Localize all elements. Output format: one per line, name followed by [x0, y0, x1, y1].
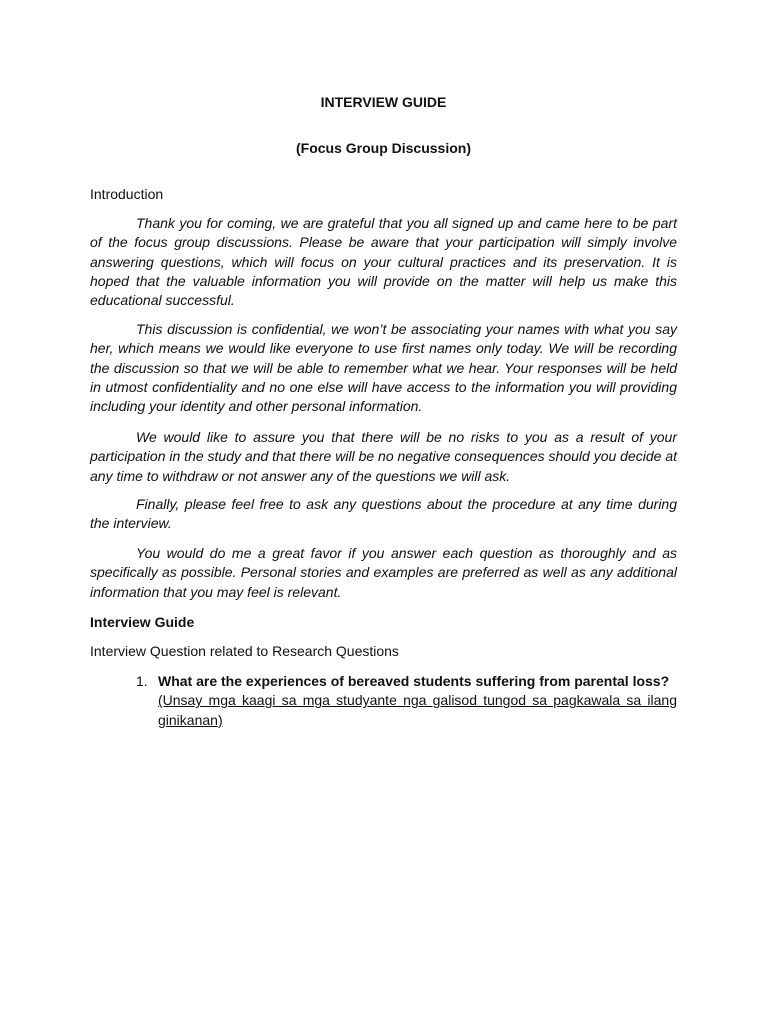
intro-paragraph-2: This discussion is confidential, we won’t be associating your names with what you say her, which means we would like everyone to use first names only today. We will be recording the discussion so that we will be able to remember what we hear. Your responses will be held in utmost confidentiality and no one else will have access to the information you will providing including your identity and other personal information.	[90, 321, 677, 415]
question-list	[136, 672, 677, 730]
interview-guide-heading: Interview Guide	[90, 614, 195, 630]
introduction-label: Introduction	[90, 186, 164, 202]
document-title: INTERVIEW GUIDE	[320, 94, 447, 110]
document-page	[90, 0, 677, 1024]
interview-guide-subheading: Interview Question related to Research Questions	[90, 643, 399, 659]
document-subtitle: (Focus Group Discussion)	[295, 140, 471, 156]
intro-paragraph-5: You would do me a great favor if you answer each question as thoroughly and as specifically as possible. Personal stories and examples are preferred as well as any additional information that you may feel is relevant.	[90, 545, 677, 600]
question-number: 1.	[136, 673, 148, 689]
intro-paragraph-4: Finally, please feel free to ask any questions about the procedure at any time during the interview.	[90, 496, 677, 532]
question-translation: (Unsay mga kaagi sa mga studyante nga galisod tungod sa pagkawala sa ilang ginikanan)	[158, 692, 677, 728]
question-item	[136, 672, 677, 730]
question-english: What are the experiences of bereaved students suffering from parental loss?	[158, 673, 670, 689]
intro-paragraph-3: We would like to assure you that there will be no risks to you as a result of your participation in the study and that there will be no negative consequences should you decide at any time to withdraw or not answer any of the questions we will ask.	[90, 429, 677, 484]
question-body	[158, 672, 677, 730]
intro-paragraph-1: Thank you for coming, we are grateful that you all signed up and came here to be part of the focus group discussions. Please be aware that your participation will simply involve answering questions, which will focus on your cultural practices and its preservation. It is hoped that the valuable information you will provide on the matter will help us make this educational successful.	[90, 215, 677, 309]
